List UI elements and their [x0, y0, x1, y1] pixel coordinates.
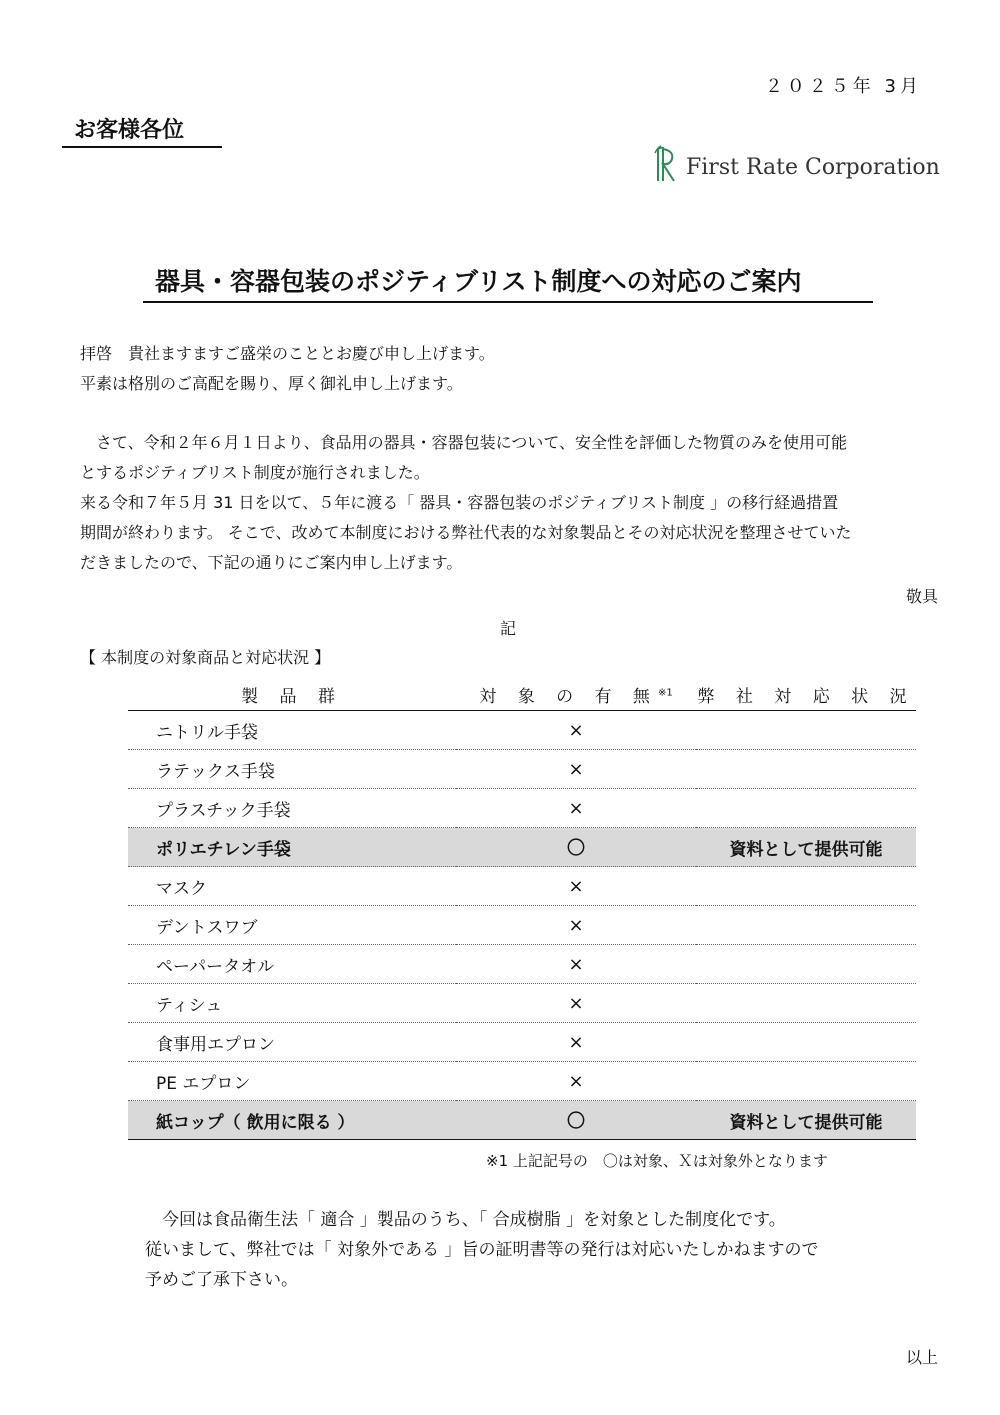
product-name: プラスチック手袋: [128, 789, 456, 828]
status: 資料として提供可能: [696, 1101, 916, 1140]
closing-line-3: 予めご了承下さい。: [145, 1270, 298, 1290]
header-target-note: ※1: [657, 686, 673, 698]
product-name: 紙コップ（ 飲用に限る ）: [128, 1101, 456, 1140]
table-row: [128, 867, 916, 906]
target-mark: ×: [456, 750, 696, 789]
footnote: ※1 上記記号の 〇は対象、Ｘは対象外となります: [486, 1152, 828, 1170]
table-row: [128, 945, 916, 984]
greeting-line-1: 拝啓 貴社ますますご盛栄のこととお慶び申し上げます。: [80, 344, 495, 363]
table-row-highlighted: [128, 828, 916, 867]
table-row: [128, 711, 916, 750]
table-row: [128, 906, 916, 945]
fr-monogram-icon: [652, 145, 678, 189]
target-mark: ×: [456, 1023, 696, 1062]
table-row: [128, 984, 916, 1023]
table-row: [128, 750, 916, 789]
product-name: ペーパータオル: [128, 945, 456, 984]
table-row: [128, 789, 916, 828]
header-target: 対 象 の 有 無$^{※1}$: [456, 678, 696, 711]
product-name: ニトリル手袋: [128, 711, 456, 750]
product-name: PE エプロン: [128, 1062, 456, 1101]
ki-marker: 記: [500, 619, 517, 638]
status: [696, 711, 916, 750]
page-title: 器具・容器包装のポジティブリスト制度への対応のご案内: [143, 262, 873, 303]
body-line-4: 期間が終わります。 そこで、改めて本制度における弊社代表的な対象製品とその対応状況を整理させていた: [80, 523, 852, 542]
status: [696, 906, 916, 945]
status: [696, 984, 916, 1023]
addressee: お客様各位: [62, 113, 222, 148]
body-line-5: だきましたので、下記の通りにご案内申し上げます。: [80, 553, 463, 572]
product-name: ポリエチレン手袋: [128, 828, 456, 867]
greeting-line-2: 平素は格別のご高配を賜り、厚く御礼申し上げます。: [80, 374, 463, 393]
status: 資料として提供可能: [696, 828, 916, 867]
status: [696, 945, 916, 984]
table-row-highlighted: [128, 1101, 916, 1140]
target-mark: ×: [456, 906, 696, 945]
header-product: 製 品 群: [128, 678, 456, 711]
status: [696, 789, 916, 828]
document-date: ２０２５年 3月: [764, 76, 922, 97]
table-header-row: [128, 678, 916, 711]
target-mark: ×: [456, 945, 696, 984]
product-name: マスク: [128, 867, 456, 906]
target-mark: 〇: [456, 828, 696, 867]
body-line-1: さて、令和２年６月１日より、食品用の器具・容器包装について、安全性を評価した物質のみを使用可能: [80, 433, 848, 452]
status: [696, 1023, 916, 1062]
target-mark: ×: [456, 867, 696, 906]
keigu: 敬具: [905, 587, 938, 606]
target-mark: 〇: [456, 1101, 696, 1140]
status: [696, 1062, 916, 1101]
product-name: ラテックス手袋: [128, 750, 456, 789]
company-logo: [652, 145, 940, 189]
target-mark: ×: [456, 711, 696, 750]
status: [696, 750, 916, 789]
table-row: [128, 1023, 916, 1062]
body-line-3: 来る令和７年５月 31 日を以て、５年に渡る「 器具・容器包装のポジティブリスト制度 」の移行経過措置: [80, 493, 839, 512]
target-mark: ×: [456, 1062, 696, 1101]
product-table: [128, 678, 916, 1140]
company-name: First Rate Corporation: [686, 154, 940, 180]
body-line-2: とするポジティブリスト制度が施行されました。: [80, 463, 430, 482]
target-mark: ×: [456, 789, 696, 828]
product-name: デントスワブ: [128, 906, 456, 945]
closing-line-1: 今回は食品衛生法「 適合 」製品のうち、「 合成樹脂 」を対象とした制度化です。: [145, 1210, 786, 1230]
status: [696, 867, 916, 906]
header-status: 弊 社 対 応 状 況: [696, 678, 916, 711]
product-name: ティシュ: [128, 984, 456, 1023]
section-heading: 【 本制度の対象商品と対応状況 】: [80, 648, 331, 667]
ijou: 以上: [905, 1348, 938, 1367]
table-row: [128, 1062, 916, 1101]
closing-line-2: 従いまして、弊社では「 対象外である 」旨の証明書等の発行は対応いたしかねますので: [145, 1240, 819, 1260]
product-name: 食事用エプロン: [128, 1023, 456, 1062]
target-mark: ×: [456, 984, 696, 1023]
